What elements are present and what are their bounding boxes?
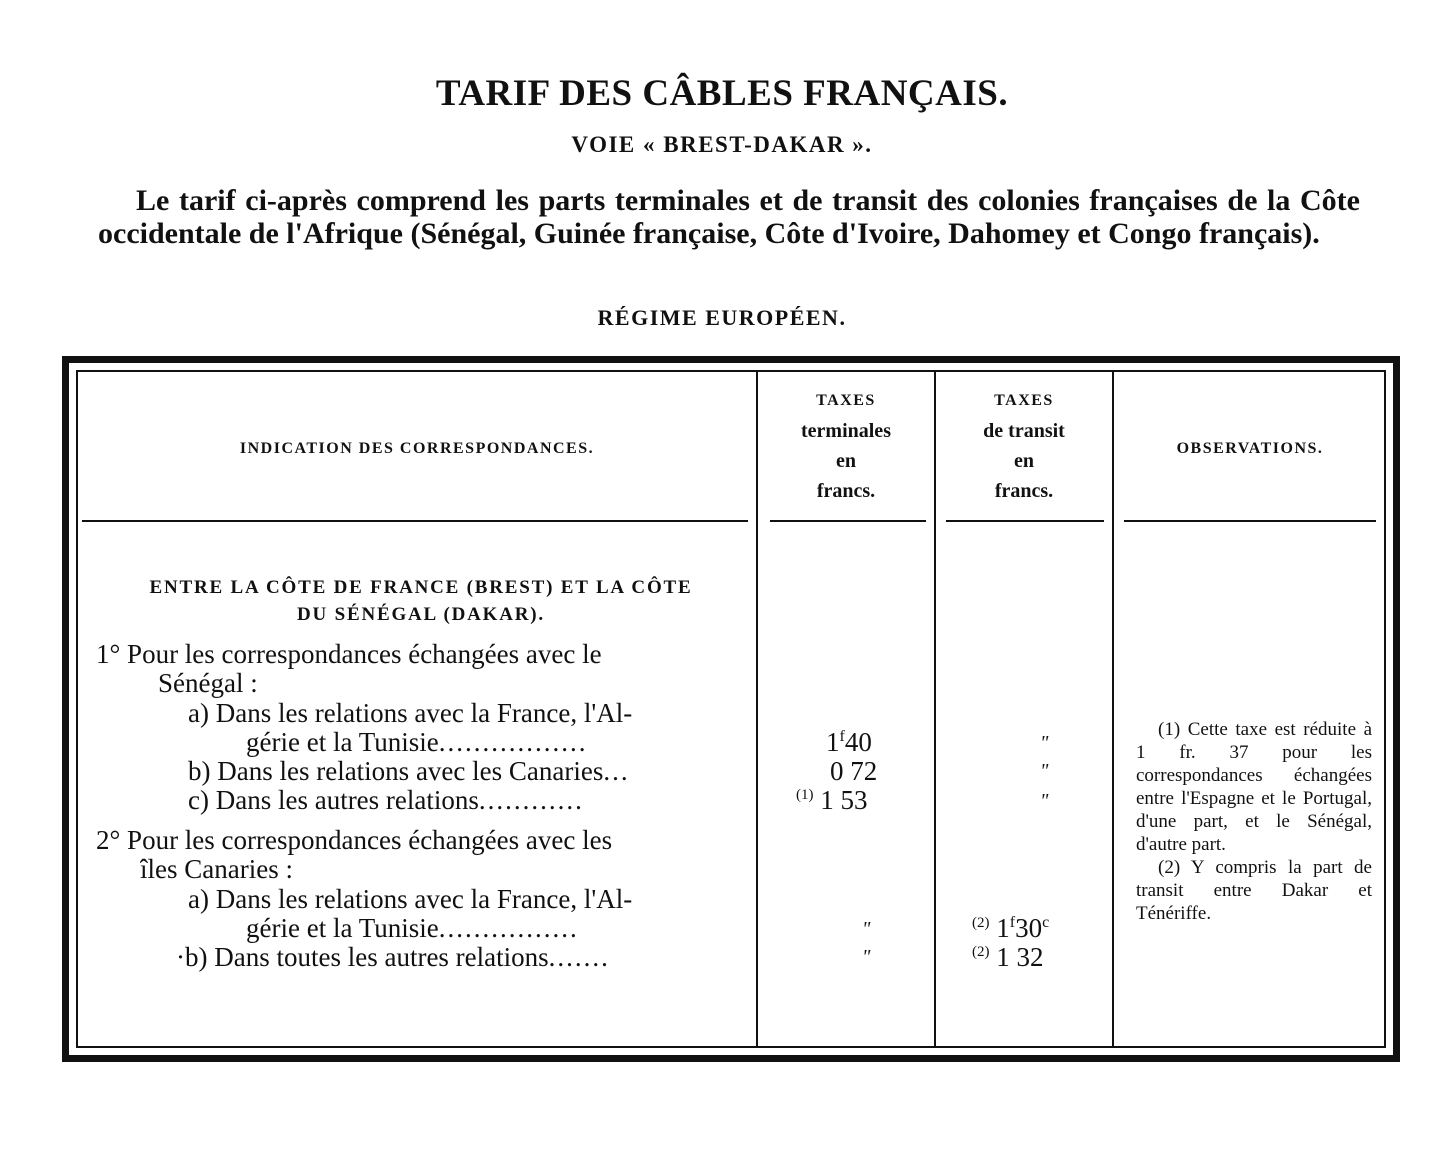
row-2a-label-cont: gérie et la Tunisie................ [246,914,579,943]
page-title: TARIF DES CÂBLES FRANÇAIS. [435,73,1009,114]
row-2a-transit-value: $^{(2)}$ 1$^f$30$^c$ [972,913,1050,943]
column-divider [1112,372,1114,1046]
column-divider [934,372,936,1046]
row-1a-label: a) Dans les relations avec la France, l'Al- [188,699,633,728]
observation-note-2: (2) Y compris la part de transit entre Dakar et Ténériffe. [1136,857,1372,924]
row-1a-transit-dash: " [1040,732,1049,754]
regime-heading: RÉGIME EUROPÉEN. [597,305,847,330]
header-rule [770,520,926,522]
row-2b-transit-value: $^{(2)}$ 1 32 [972,942,1044,972]
header-indication: INDICATION DES CORRESPONDANCES. [239,440,595,457]
row-1b-label: b) Dans les relations avec les Canaries... [188,757,630,786]
page-subtitle: VOIE « BREST-DAKAR ». [571,132,873,157]
section-heading: ENTRE LA CÔTE DE FRANCE (BREST) ET LA CÔTE DU SÉNÉGAL (DAKAR). [149,577,693,625]
group-1-title: 1° Pour les correspondances échangées avec le [96,640,602,669]
header-transit-taxes: TAXES de transit en francs. [983,392,1065,502]
row-1b-terminal-value: 0 72 [830,756,878,786]
header-terminal-taxes: TAXES terminales en francs. [801,392,891,502]
header-rule [946,520,1104,522]
observation-note-1: (1) Cette taxe est réduite à 1 fr. 37 pour les correspondances échangées entre l'Espagne et le Portugal, d'une part, et le Sénégal, d'autre part. [1136,719,1372,855]
header-observations: OBSERVATIONS. [1176,440,1324,457]
row-2a-label: a) Dans les relations avec la France, l'Al- [188,885,633,914]
row-1b-transit-dash: " [1040,760,1049,782]
group-2-title: 2° Pour les correspondances échangées avec les [96,826,613,855]
row-1c-label: c) Dans les autres relations............ [188,786,584,815]
row-1c-transit-dash: " [1040,790,1049,812]
row-2b-label: ·b) Dans toutes les autres relations....... [176,943,610,972]
row-1a-label-cont: gérie et la Tunisie................. [246,728,588,757]
row-2b-terminal-dash: " [862,946,871,968]
row-2a-terminal-dash: " [862,918,871,940]
group-1-title-cont: Sénégal : [158,669,258,698]
row-1a-terminal-value: 1$^f$40 [826,727,872,757]
row-1c-terminal-value: $^{(1)}$ 1 53 [796,785,868,815]
header-rule [82,520,748,522]
header-rule [1124,520,1376,522]
intro-paragraph: Le tarif ci-après comprend les parts terminales et de transit des colonies françaises de la Côte occidentale de l'Afrique (Sénégal, Guinée française, Côte d'Ivoire, Dahomey et Congo français). [98,184,1360,250]
group-2-title-cont: îles Canaries : [140,855,293,884]
observations-notes [1136,718,1372,925]
